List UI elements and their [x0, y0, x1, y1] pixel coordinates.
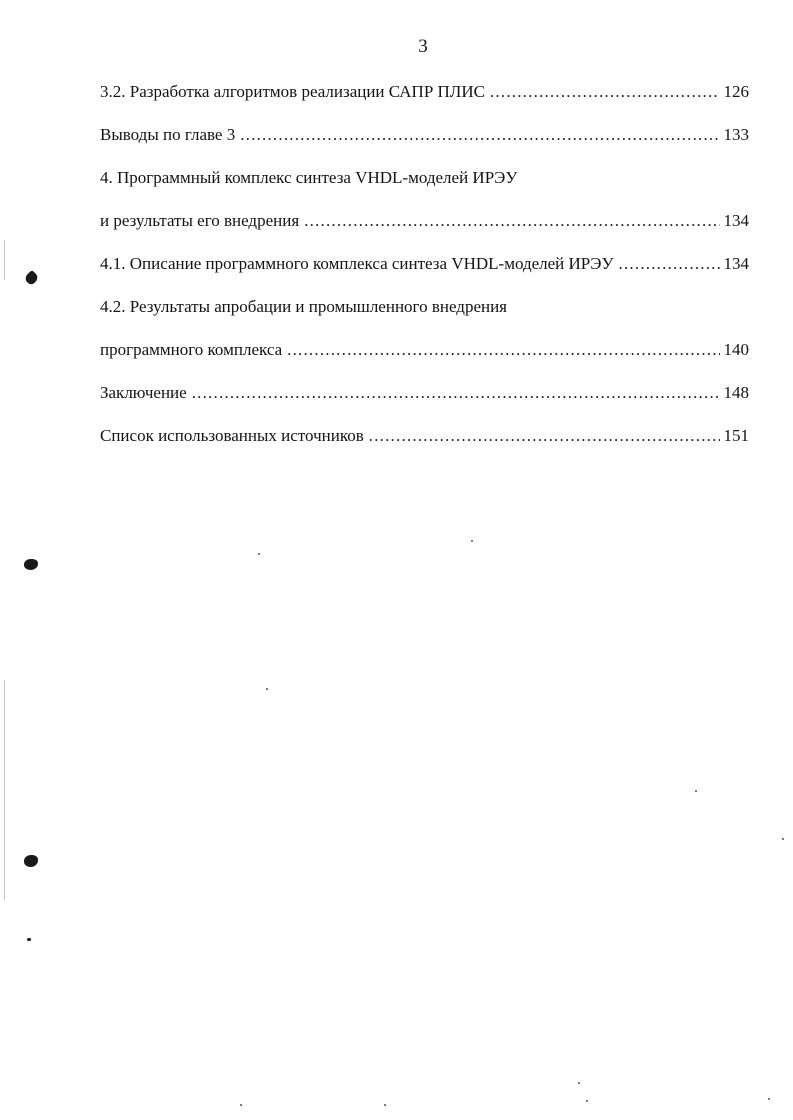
toc-leader-dots — [369, 414, 720, 457]
toc-entry-page: 151 — [723, 426, 749, 445]
toc-entry-page: 134 — [723, 211, 749, 230]
scan-edge-line — [4, 680, 5, 900]
toc-entry-title: Выводы по главе 3 — [100, 125, 236, 144]
toc-leader-dots — [490, 70, 720, 113]
toc-leader-dots — [192, 371, 720, 414]
scan-speck — [240, 1104, 242, 1106]
scan-speck — [578, 1082, 580, 1084]
toc-entry — [100, 199, 749, 242]
toc-entry-page: 126 — [723, 82, 749, 101]
scan-speck — [471, 540, 473, 542]
scan-punch-mark — [24, 855, 38, 867]
toc-entry — [100, 414, 749, 457]
toc-leader-dots — [240, 113, 719, 156]
toc-entry-title: программного комплекса — [100, 340, 283, 359]
toc-entry — [100, 70, 749, 113]
page-number: 3 — [418, 36, 428, 57]
toc-entry — [100, 242, 749, 285]
toc-leader-dots — [287, 328, 719, 371]
toc-entry-title: и результаты его внедрения — [100, 211, 300, 230]
toc-entry-page: 134 — [723, 254, 749, 273]
toc-entry-title: 4. Программный комплекс синтеза VHDL-моделей ИРЭУ — [100, 168, 518, 187]
toc-entry-title: Заключение — [100, 383, 187, 402]
scan-punch-mark — [23, 270, 39, 286]
toc-entry-title: Список использованных источников — [100, 426, 364, 445]
toc-entry — [100, 371, 749, 414]
scan-speck — [384, 1104, 386, 1106]
scan-speck — [258, 553, 260, 555]
scan-speck — [768, 1098, 770, 1100]
toc-leader-dots — [619, 242, 720, 285]
toc-entry-heading — [100, 156, 749, 199]
scan-speck — [586, 1100, 588, 1102]
scan-speck — [782, 838, 784, 840]
toc-entry-title: 4.1. Описание программного комплекса синтеза VHDL-моделей ИРЭУ — [100, 254, 614, 273]
toc-leader-dots — [304, 199, 719, 242]
toc-entry — [100, 113, 749, 156]
table-of-contents — [100, 70, 749, 457]
scan-punch-mark — [27, 938, 31, 941]
toc-entry-page: 140 — [723, 340, 749, 359]
scan-edge-line — [4, 240, 5, 280]
toc-entry-heading — [100, 285, 749, 328]
scan-speck — [266, 688, 268, 690]
toc-entry-page: 148 — [723, 383, 749, 402]
scan-punch-mark — [24, 559, 38, 570]
toc-entry-title: 3.2. Разработка алгоритмов реализации САПР ПЛИС — [100, 82, 485, 101]
scan-speck — [695, 790, 697, 792]
toc-entry-page: 133 — [723, 125, 749, 144]
toc-entry — [100, 328, 749, 371]
toc-entry-title: 4.2. Результаты апробации и промышленного внедрения — [100, 297, 508, 316]
